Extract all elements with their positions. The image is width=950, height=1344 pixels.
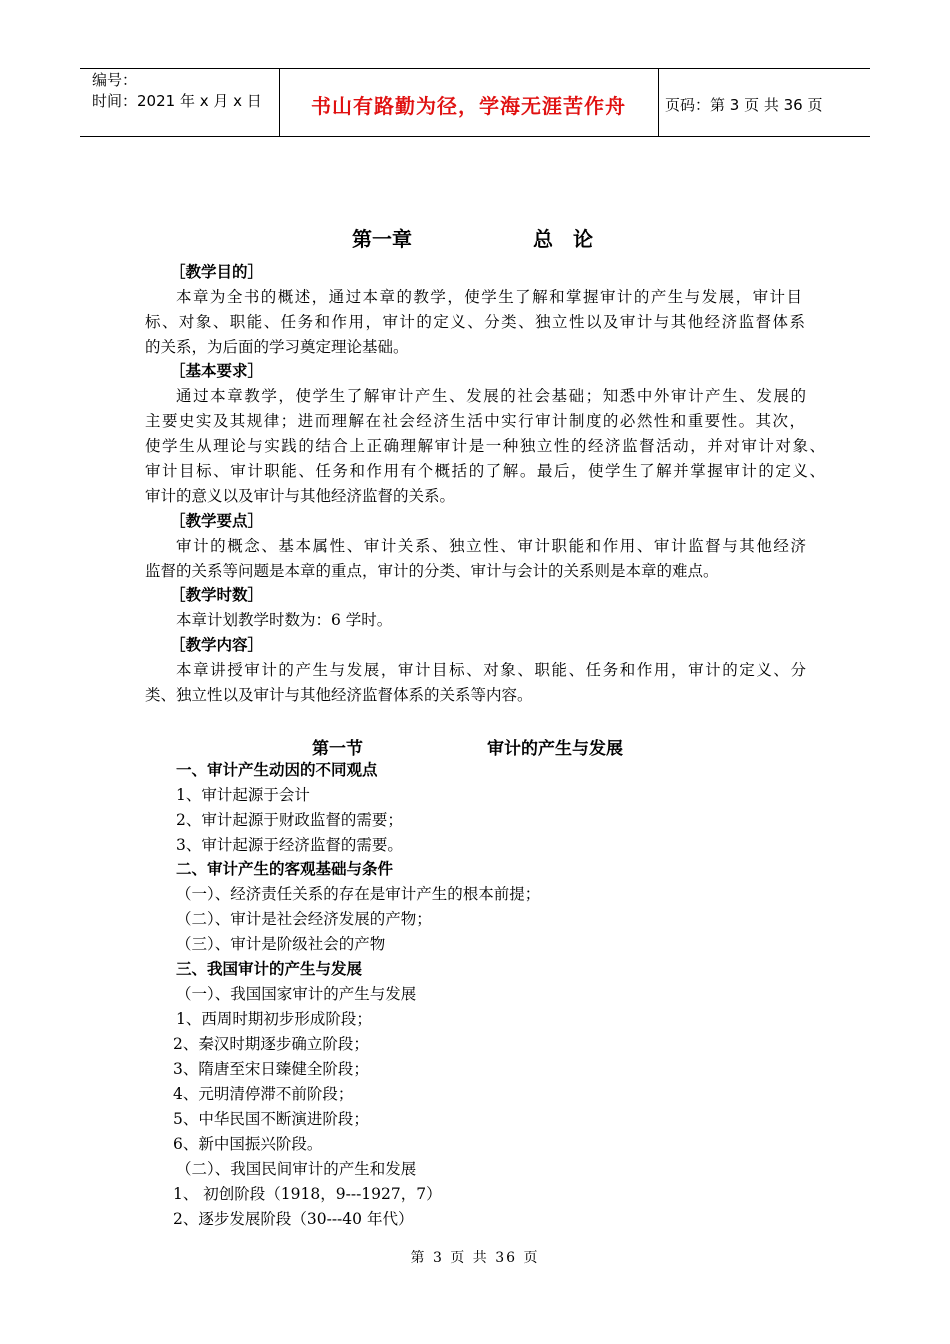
section-title: 审计的产生与发展 [487, 739, 623, 759]
section-item: 2、审计起源于财政监督的需要； [176, 811, 403, 829]
header-top-rule [80, 68, 870, 69]
content-heading: ［教学内容］ [170, 635, 264, 654]
hours-heading: ［教学时数］ [170, 585, 264, 604]
page-footer: 第 3 页 共 36 页 [410, 1250, 540, 1266]
content-line: 本章讲授审计的产生与发展，审计目标、对象、职能、任务和作用，审计的定义、分 [176, 661, 806, 679]
chapter-number: 第一章 [352, 227, 412, 251]
section-item: （二）、我国民间审计的产生和发展 [176, 1160, 417, 1178]
requirements-line: 使学生从理论与实践的结合上正确理解审计是一种独立性的经济监督活动，并对审计对象、 [145, 437, 825, 455]
objective-line: 的关系，为后面的学习奠定理论基础。 [145, 338, 409, 356]
objective-line: 本章为全书的概述，通过本章的教学，使学生了解和掌握审计的产生与发展，审计目 [176, 288, 802, 306]
content-line: 类、独立性以及审计与其他经济监督体系的关系等内容。 [145, 686, 533, 704]
section-item: 2、秦汉时期逐步确立阶段； [173, 1035, 369, 1053]
section-item: 2、逐步发展阶段（30---40 年代） [173, 1210, 414, 1228]
header-number-label: 编号： [92, 71, 138, 89]
requirements-heading: ［基本要求］ [170, 361, 264, 380]
header-divider-right [658, 68, 659, 136]
requirements-line: 审计的意义以及审计与其他经济监督的关系。 [145, 487, 456, 505]
section-item: （一）、我国国家审计的产生与发展 [176, 985, 417, 1003]
header-motto: 书山有路勤为径，学海无涯苦作舟 [311, 94, 626, 118]
section-item: 3、隋唐至宋日臻健全阶段； [173, 1060, 369, 1078]
section-item: 1、 初创阶段（1918，9---1927，7） [173, 1185, 442, 1203]
header-page-code: 页码：第 3 页 共 36 页 [665, 96, 823, 114]
section-item: 3、审计起源于经济监督的需要。 [176, 836, 403, 854]
requirements-line: 主要史实及其规律；进而理解在社会经济生活中实行审计制度的必然性和重要性。其次， [145, 412, 805, 430]
section-item: 一、审计产生动因的不同观点 [176, 760, 378, 779]
section-number: 第一节 [312, 739, 363, 759]
section-item: 4、元明清停滞不前阶段； [173, 1085, 354, 1103]
header-bottom-rule [80, 136, 870, 137]
chapter-title: 总 论 [533, 227, 593, 251]
section-item: 5、中华民国不断演进阶段； [173, 1110, 369, 1128]
section-item: 1、西周时期初步形成阶段； [176, 1010, 372, 1028]
requirements-line: 审计目标、审计职能、任务和作用有个概括的了解。最后，使学生了解并掌握审计的定义、 [145, 462, 825, 480]
section-item: 二、审计产生的客观基础与条件 [176, 859, 394, 878]
keypoints-line: 监督的关系等问题是本章的重点，审计的分类、审计与会计的关系则是本章的难点。 [145, 562, 719, 580]
section-item: （二）、审计是社会经济发展的产物； [176, 910, 432, 928]
section-item: 1、审计起源于会计 [176, 786, 310, 804]
section-item: （三）、审计是阶级社会的产物 [176, 935, 386, 953]
keypoints-heading: ［教学要点］ [170, 511, 264, 530]
header-date-label: 时间：2021 年 x 月 x 日 [92, 92, 262, 110]
section-item: 三、我国审计的产生与发展 [176, 959, 363, 978]
section-item: 6、新中国振兴阶段。 [173, 1135, 323, 1153]
keypoints-line: 审计的概念、基本属性、审计关系、独立性、审计职能和作用、审计监督与其他经济 [176, 537, 806, 555]
objective-line: 标、对象、职能、任务和作用，审计的定义、分类、独立性以及审计与其他经济监督体系 [145, 313, 805, 331]
requirements-line: 通过本章教学，使学生了解审计产生、发展的社会基础；知悉中外审计产生、发展的 [176, 387, 806, 405]
section-item: （一）、经济责任关系的存在是审计产生的根本前提； [176, 885, 541, 903]
objective-heading: ［教学目的］ [170, 262, 264, 281]
hours-line: 本章计划教学时数为：6 学时。 [176, 611, 393, 629]
